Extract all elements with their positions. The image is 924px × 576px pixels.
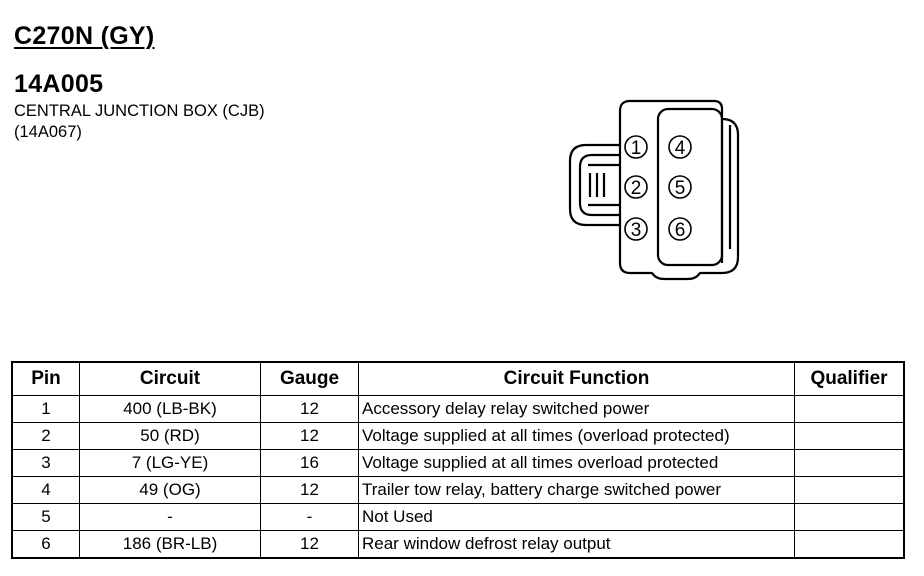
qualifier-cell [795,450,905,477]
pin-cell: 3 [12,450,80,477]
table-row [12,450,904,477]
circuit-cell: 400 (LB-BK) [80,396,261,423]
gauge-cell: 12 [261,423,359,450]
pin-marker-5 [669,176,691,199]
gauge-cell: 12 [261,477,359,504]
header-pin: Pin [12,362,80,396]
pin-marker-2 [625,176,647,199]
header-qualifier: Qualifier [795,362,905,396]
connector-lock-latch [570,145,620,225]
gauge-cell: - [261,504,359,531]
component-description [14,101,265,143]
pin-marker-1 [625,136,647,159]
qualifier-cell [795,477,905,504]
function-cell: Voltage supplied at all times (overload protected) [359,423,795,450]
function-cell: Trailer tow relay, battery charge switched power [359,477,795,504]
description-line-1: CENTRAL JUNCTION BOX (CJB) [14,102,265,120]
pin-cell: 1 [12,396,80,423]
header-gauge: Gauge [261,362,359,396]
gauge-cell: 12 [261,396,359,423]
qualifier-cell [795,396,905,423]
header-circuit: Circuit [80,362,261,396]
connector-id-title: C270N (GY) [14,22,155,50]
pin-cell: 6 [12,531,80,559]
circuit-cell: 186 (BR-LB) [80,531,261,559]
pin-marker-3 [625,218,647,241]
pin-cell: 2 [12,423,80,450]
pin-label: 5 [674,178,686,199]
pin-cell: 4 [12,477,80,504]
pin-marker-4 [669,136,691,159]
qualifier-cell [795,504,905,531]
gauge-cell: 12 [261,531,359,559]
connector-face-diagram [560,93,750,283]
circuit-cell: 50 (RD) [80,423,261,450]
function-cell: Accessory delay relay switched power [359,396,795,423]
function-cell: Not Used [359,504,795,531]
pin-label: 6 [674,220,686,241]
gauge-cell: 16 [261,450,359,477]
circuit-cell: 7 (LG-YE) [80,450,261,477]
function-cell: Rear window defrost relay output [359,531,795,559]
pin-cell: 5 [12,504,80,531]
circuit-cell: - [80,504,261,531]
part-number: 14A005 [14,70,104,98]
description-line-2: (14A067) [14,123,82,141]
header-circuit-function: Circuit Function [359,362,795,396]
pin-label: 3 [630,220,642,241]
qualifier-cell [795,531,905,559]
circuit-cell: 49 (OG) [80,477,261,504]
table-row [12,477,904,504]
table-row [12,504,904,531]
function-cell: Voltage supplied at all times overload protected [359,450,795,477]
table-row [12,396,904,423]
qualifier-cell [795,423,905,450]
pinout-table [11,361,905,559]
table-header-row [12,362,904,396]
pin-label: 4 [674,138,686,159]
pin-label: 2 [630,178,642,199]
table-row [12,423,904,450]
connector-pin-cavity [658,109,722,265]
pin-label: 1 [630,138,642,159]
pin-marker-6 [669,218,691,241]
table-row [12,531,904,559]
